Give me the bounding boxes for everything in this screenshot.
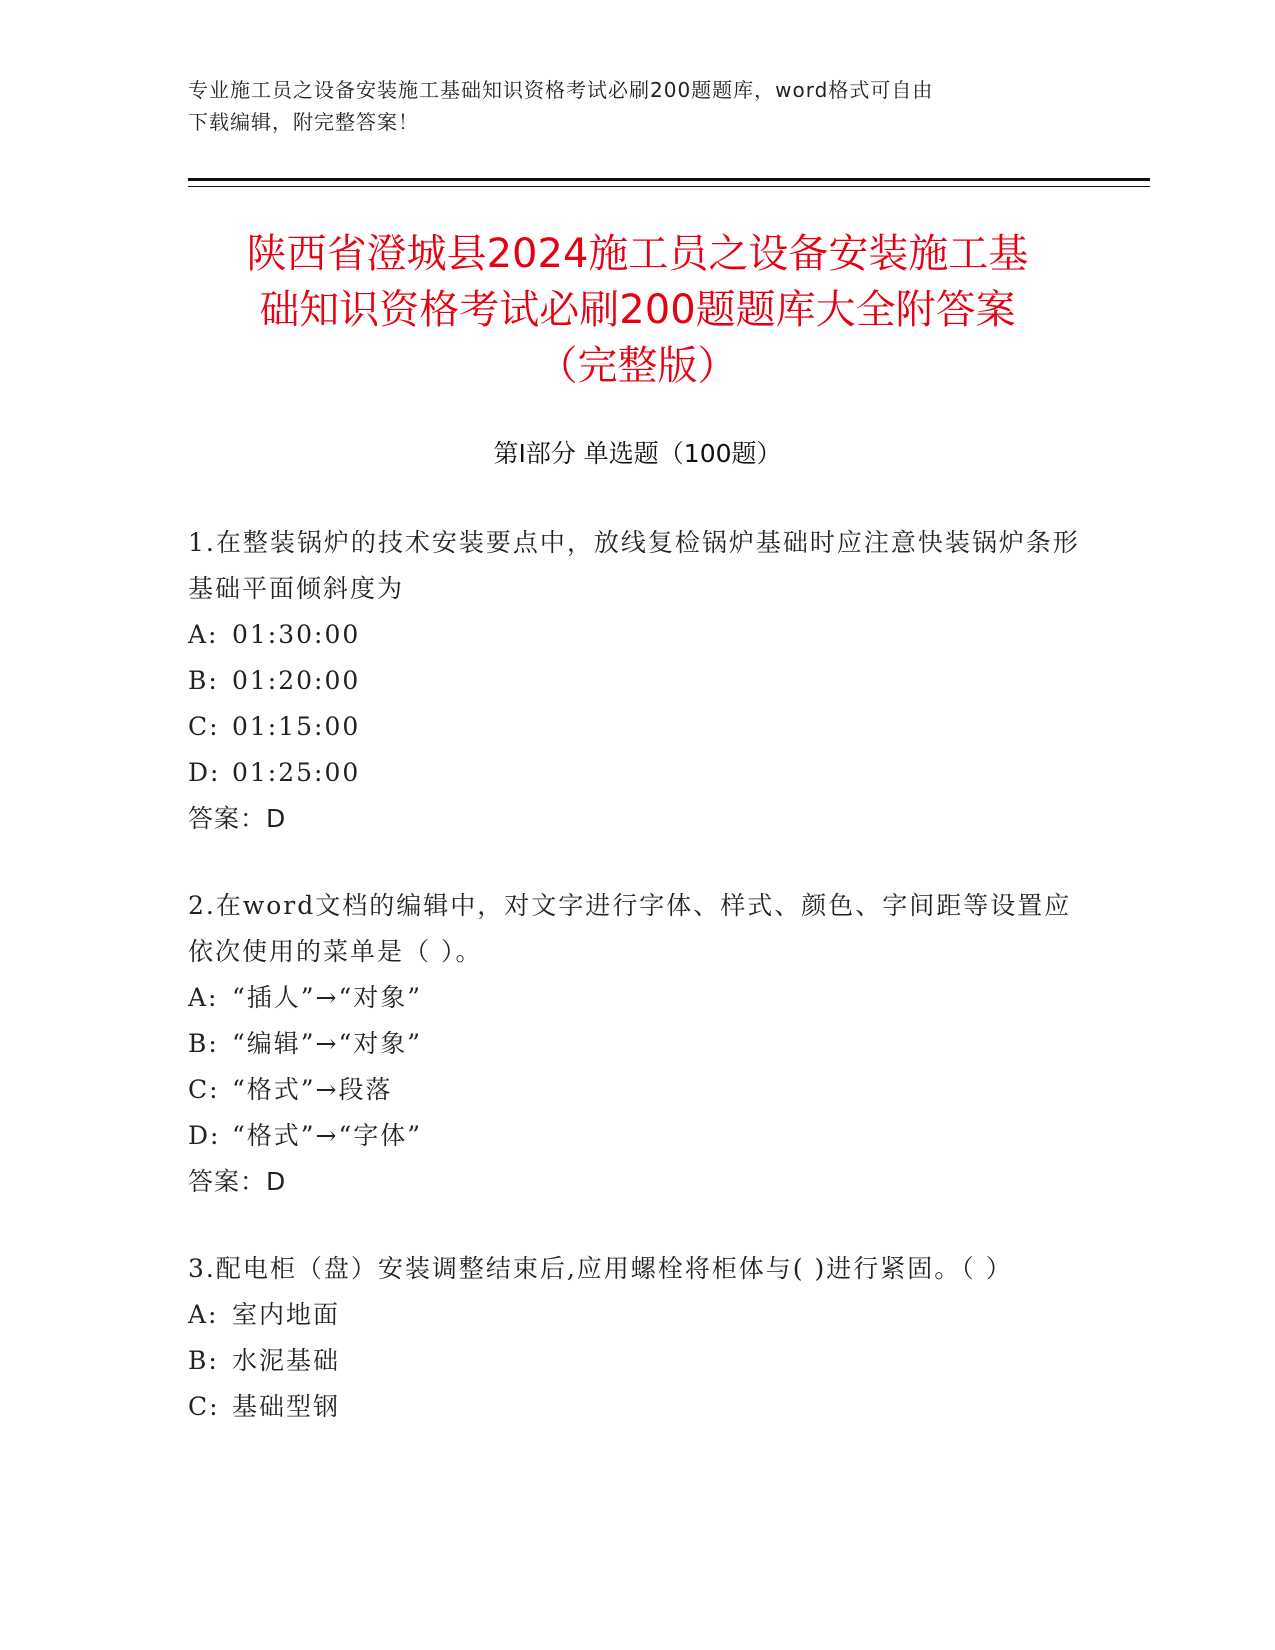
document-title-line-2: 础知识资格考试必刷200题题库大全附答案 [259,287,1016,333]
option-c [188,704,1088,750]
option-c [188,1384,1088,1430]
option-text: 水泥基础 [232,1346,341,1375]
option-text: 01:25:00 [232,758,361,787]
option-key: D: [188,1121,221,1150]
option-key: C: [188,712,220,741]
header-note-line-2: 下载编辑，附完整答案！ [188,110,419,134]
option-text: “格式”→段落 [232,1075,393,1104]
option-d [188,750,1088,796]
option-a [188,612,1088,658]
document-title-line-3: （完整版） [537,343,738,389]
option-b [188,1338,1088,1384]
header-note [188,74,1068,138]
header-note-line-1: 专业施工员之设备安装施工基础知识资格考试必刷200题题库，word格式可自由 [188,78,934,102]
header-rule-thick [188,178,1150,181]
option-key: B: [188,666,219,695]
question-stem: 1.在整装锅炉的技术安装要点中，放线复检锅炉基础时应注意快装锅炉条形基础平面倾斜度为 [188,528,1080,603]
option-key: B: [188,1029,219,1058]
question-2 [188,883,1088,1205]
option-a [188,1292,1088,1338]
option-a [188,975,1088,1021]
option-key: A: [188,983,219,1012]
option-text: 01:15:00 [232,712,361,741]
option-d [188,1113,1088,1159]
option-text: “格式”→“字体” [232,1121,423,1150]
document-title-line-1: 陕西省澄城县2024施工员之设备安装施工基 [246,231,1029,277]
option-text: 01:30:00 [232,620,361,649]
answer-line: 答案：D [188,1167,287,1196]
option-text: “插人”→“对象” [232,983,423,1012]
option-text: 室内地面 [232,1300,341,1329]
option-key: C: [188,1392,220,1421]
question-stem: 3.配电柜（盘）安装调整结束后,应用螺栓将柜体与( )进行紧固。（ ） [188,1254,1013,1283]
option-key: B: [188,1346,219,1375]
document-title [150,226,1125,394]
option-key: D: [188,758,221,787]
option-text: 基础型钢 [232,1392,341,1421]
option-key: A: [188,1300,219,1329]
option-b [188,658,1088,704]
option-text: “编辑”→“对象” [232,1029,423,1058]
option-b [188,1021,1088,1067]
question-stem: 2.在word文档的编辑中，对文字进行字体、样式、颜色、字间距等设置应依次使用的菜单是（ ）。 [188,891,1072,966]
question-1 [188,520,1088,842]
option-key: A: [188,620,219,649]
answer-line: 答案：D [188,804,287,833]
header-rule-thin [188,186,1150,187]
option-c [188,1067,1088,1113]
question-3 [188,1246,1088,1430]
section-heading: 第Ⅰ部分 单选题（100题） [493,439,782,468]
option-key: C: [188,1075,220,1104]
option-text: 01:20:00 [232,666,361,695]
